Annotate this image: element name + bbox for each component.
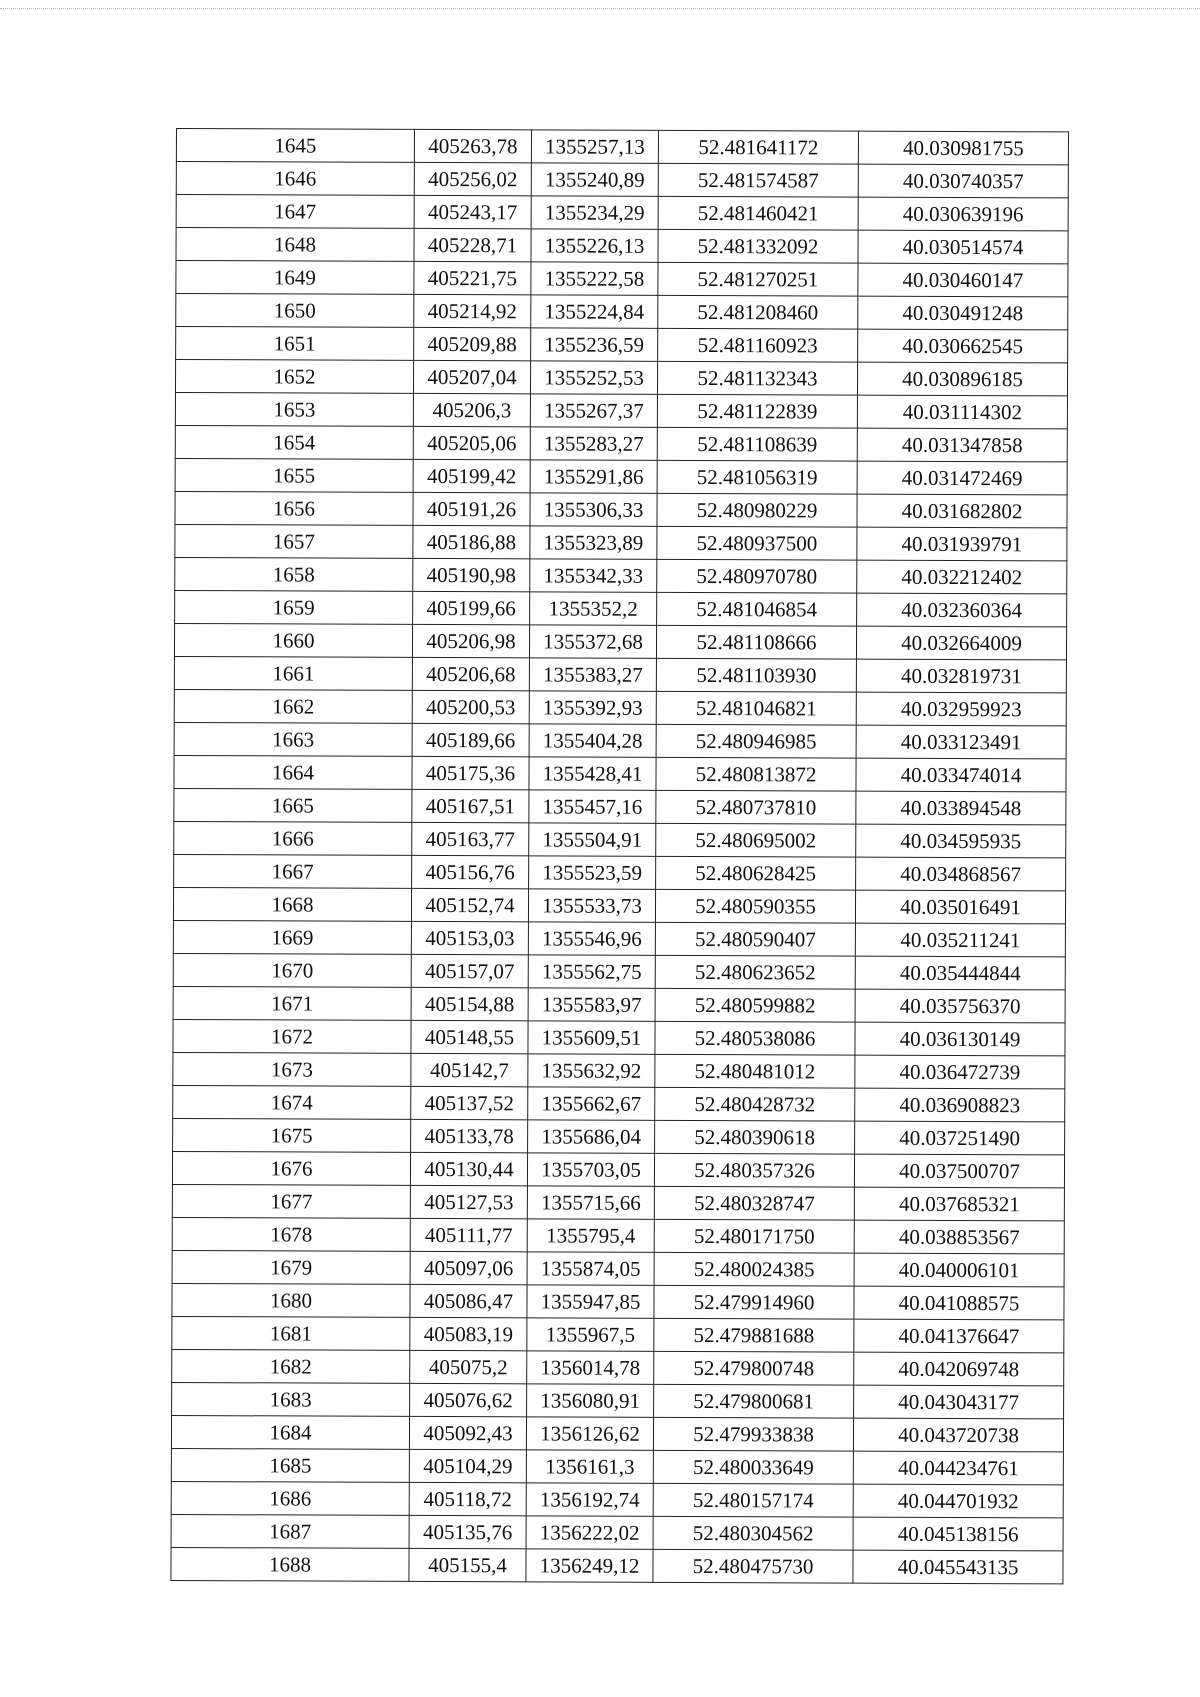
table-row	[176, 261, 1068, 297]
y-coordinate-cell: 1355967,5	[527, 1318, 654, 1351]
table-row	[175, 392, 1067, 428]
longitude-cell: 40.043043177	[854, 1385, 1064, 1419]
table-row	[175, 524, 1067, 560]
longitude-cell: 40.035756370	[855, 989, 1065, 1023]
y-coordinate-cell: 1356222,02	[526, 1516, 653, 1549]
longitude-cell: 40.030460147	[858, 263, 1068, 297]
x-coordinate-cell: 405154,88	[411, 987, 528, 1020]
latitude-cell: 52.481108639	[657, 427, 857, 461]
y-coordinate-cell: 1355523,59	[529, 856, 656, 889]
y-coordinate-cell: 1355372,68	[529, 625, 656, 658]
latitude-cell: 52.480813872	[656, 757, 856, 791]
point-number-cell: 1664	[174, 755, 412, 789]
x-coordinate-cell: 405152,74	[411, 888, 528, 921]
longitude-cell: 40.030514574	[858, 230, 1068, 264]
y-coordinate-cell: 1355383,27	[529, 658, 656, 691]
table-row	[171, 1514, 1063, 1550]
table-row	[174, 821, 1066, 857]
y-coordinate-cell: 1356249,12	[526, 1549, 653, 1582]
x-coordinate-cell: 405175,36	[412, 756, 529, 789]
latitude-cell: 52.480628425	[656, 856, 856, 890]
x-coordinate-cell: 405086,47	[410, 1284, 527, 1317]
x-coordinate-cell: 405148,55	[411, 1020, 528, 1053]
latitude-cell: 52.481460421	[658, 196, 858, 230]
table-row	[175, 557, 1067, 593]
longitude-cell: 40.030740357	[858, 164, 1068, 198]
point-number-cell: 1676	[172, 1151, 410, 1185]
longitude-cell: 40.037685321	[854, 1187, 1064, 1221]
longitude-cell: 40.036908823	[855, 1088, 1065, 1122]
table-row	[176, 195, 1068, 231]
x-coordinate-cell: 405243,17	[414, 195, 531, 228]
x-coordinate-cell: 405206,98	[412, 624, 529, 657]
latitude-cell: 52.480157174	[653, 1483, 853, 1517]
table-row	[176, 162, 1068, 198]
x-coordinate-cell: 405111,77	[410, 1218, 527, 1251]
y-coordinate-cell: 1355533,73	[528, 889, 655, 922]
longitude-cell: 40.036472739	[855, 1055, 1065, 1089]
latitude-cell: 52.481270251	[658, 262, 858, 296]
latitude-cell: 52.481122839	[657, 394, 857, 428]
table-row	[172, 1217, 1064, 1253]
longitude-cell: 40.030662545	[858, 329, 1068, 363]
y-coordinate-cell: 1355428,41	[529, 757, 656, 790]
table-row	[174, 656, 1066, 692]
table-row	[174, 623, 1066, 659]
longitude-cell: 40.038853567	[854, 1220, 1064, 1254]
point-number-cell: 1684	[171, 1415, 409, 1449]
table-row	[176, 129, 1068, 165]
table-row	[173, 1019, 1065, 1055]
longitude-cell: 40.045138156	[853, 1517, 1063, 1551]
point-number-cell: 1666	[174, 821, 412, 855]
y-coordinate-cell: 1356126,62	[526, 1417, 653, 1450]
x-coordinate-cell: 405097,06	[410, 1251, 527, 1284]
x-coordinate-cell: 405256,02	[414, 162, 531, 195]
table-row	[174, 788, 1066, 824]
point-number-cell: 1650	[176, 294, 414, 328]
point-number-cell: 1668	[173, 887, 411, 921]
longitude-cell: 40.031682802	[857, 494, 1067, 528]
latitude-cell: 52.480946985	[656, 724, 856, 758]
x-coordinate-cell: 405075,2	[410, 1350, 527, 1383]
longitude-cell: 40.033474014	[856, 758, 1066, 792]
point-number-cell: 1671	[173, 986, 411, 1020]
latitude-cell: 52.480171750	[654, 1219, 854, 1253]
y-coordinate-cell: 1355240,89	[531, 163, 658, 196]
longitude-cell: 40.035444844	[855, 956, 1065, 990]
longitude-cell: 40.030491248	[858, 296, 1068, 330]
y-coordinate-cell: 1355632,92	[528, 1054, 655, 1087]
x-coordinate-cell: 405209,88	[414, 327, 531, 360]
latitude-cell: 52.481108666	[656, 625, 856, 659]
y-coordinate-cell: 1355546,96	[528, 922, 655, 955]
table-row	[172, 1316, 1064, 1352]
x-coordinate-cell: 405104,29	[409, 1449, 526, 1482]
point-number-cell: 1682	[172, 1349, 410, 1383]
y-coordinate-cell: 1355795,4	[527, 1219, 654, 1252]
coordinates-table-body	[171, 129, 1069, 1584]
longitude-cell: 40.033123491	[856, 725, 1066, 759]
x-coordinate-cell: 405133,78	[411, 1119, 528, 1152]
y-coordinate-cell: 1355267,37	[530, 394, 657, 427]
y-coordinate-cell: 1355236,59	[531, 328, 658, 361]
table-row	[172, 1349, 1064, 1385]
x-coordinate-cell: 405130,44	[410, 1152, 527, 1185]
latitude-cell: 52.481056319	[657, 460, 857, 494]
point-number-cell: 1646	[176, 162, 414, 196]
point-number-cell: 1665	[174, 788, 412, 822]
x-coordinate-cell: 405189,66	[412, 723, 529, 756]
y-coordinate-cell: 1356014,78	[527, 1351, 654, 1384]
longitude-cell: 40.032664009	[856, 626, 1066, 660]
table-row	[176, 228, 1068, 264]
latitude-cell: 52.480970780	[657, 559, 857, 593]
point-number-cell: 1675	[173, 1118, 411, 1152]
latitude-cell: 52.481332092	[658, 229, 858, 263]
y-coordinate-cell: 1355291,86	[530, 460, 657, 493]
point-number-cell: 1655	[175, 458, 413, 492]
table-row	[174, 854, 1066, 890]
table-row	[171, 1481, 1063, 1517]
y-coordinate-cell: 1355392,93	[529, 691, 656, 724]
longitude-cell: 40.036130149	[855, 1022, 1065, 1056]
x-coordinate-cell: 405137,52	[411, 1086, 528, 1119]
point-number-cell: 1672	[173, 1019, 411, 1053]
x-coordinate-cell: 405205,06	[413, 426, 530, 459]
latitude-cell: 52.480304562	[653, 1516, 853, 1550]
y-coordinate-cell: 1355283,27	[530, 427, 657, 460]
y-coordinate-cell: 1355404,28	[529, 724, 656, 757]
latitude-cell: 52.480937500	[657, 526, 857, 560]
longitude-cell: 40.032819731	[856, 659, 1066, 693]
table-row	[175, 491, 1067, 527]
table-row	[175, 590, 1067, 626]
latitude-cell: 52.479881688	[654, 1318, 854, 1352]
longitude-cell: 40.040006101	[854, 1253, 1064, 1287]
point-number-cell: 1673	[173, 1052, 411, 1086]
point-number-cell: 1649	[176, 261, 414, 295]
x-coordinate-cell: 405191,26	[413, 492, 530, 525]
x-coordinate-cell: 405156,76	[412, 855, 529, 888]
point-number-cell: 1670	[173, 953, 411, 987]
coordinates-table	[170, 128, 1069, 1584]
point-number-cell: 1651	[176, 327, 414, 361]
point-number-cell: 1679	[172, 1250, 410, 1284]
table-row	[175, 458, 1067, 494]
latitude-cell: 52.480980229	[657, 493, 857, 527]
table-row	[174, 689, 1066, 725]
table-row	[175, 360, 1067, 396]
x-coordinate-cell: 405190,98	[413, 558, 530, 591]
longitude-cell: 40.044234761	[853, 1451, 1063, 1485]
longitude-cell: 40.044701932	[853, 1484, 1063, 1518]
point-number-cell: 1669	[173, 920, 411, 954]
longitude-cell: 40.037251490	[855, 1121, 1065, 1155]
y-coordinate-cell: 1355457,16	[529, 790, 656, 823]
latitude-cell: 52.480737810	[656, 790, 856, 824]
latitude-cell: 52.480475730	[653, 1549, 853, 1583]
y-coordinate-cell: 1355686,04	[528, 1120, 655, 1153]
longitude-cell: 40.030981755	[858, 131, 1068, 165]
point-number-cell: 1680	[172, 1283, 410, 1317]
latitude-cell: 52.481160923	[658, 328, 858, 362]
point-number-cell: 1654	[175, 425, 413, 459]
y-coordinate-cell: 1355252,53	[530, 361, 657, 394]
longitude-cell: 40.031347858	[857, 428, 1067, 462]
table-row	[174, 722, 1066, 758]
x-coordinate-cell: 405199,42	[413, 459, 530, 492]
y-coordinate-cell: 1355234,29	[531, 196, 658, 229]
longitude-cell: 40.041376647	[854, 1319, 1064, 1353]
point-number-cell: 1659	[175, 590, 413, 624]
x-coordinate-cell: 405206,3	[413, 393, 530, 426]
longitude-cell: 40.041088575	[854, 1286, 1064, 1320]
latitude-cell: 52.479914960	[654, 1285, 854, 1319]
latitude-cell: 52.480623652	[655, 955, 855, 989]
longitude-cell: 40.030639196	[858, 197, 1068, 231]
y-coordinate-cell: 1355947,85	[527, 1285, 654, 1318]
x-coordinate-cell: 405199,66	[413, 591, 530, 624]
y-coordinate-cell: 1355224,84	[531, 295, 658, 328]
point-number-cell: 1677	[172, 1184, 410, 1218]
table-row	[173, 986, 1065, 1022]
x-coordinate-cell: 405221,75	[414, 261, 531, 294]
point-number-cell: 1658	[175, 557, 413, 591]
point-number-cell: 1685	[171, 1448, 409, 1482]
x-coordinate-cell: 405167,51	[412, 789, 529, 822]
y-coordinate-cell: 1355306,33	[530, 493, 657, 526]
y-coordinate-cell: 1355352,2	[530, 592, 657, 625]
latitude-cell: 52.480024385	[654, 1252, 854, 1286]
point-number-cell: 1663	[174, 722, 412, 756]
latitude-cell: 52.480357326	[654, 1153, 854, 1187]
point-number-cell: 1687	[171, 1514, 409, 1548]
x-coordinate-cell: 405142,7	[411, 1053, 528, 1086]
x-coordinate-cell: 405135,76	[409, 1515, 526, 1548]
table-row	[176, 294, 1068, 330]
x-coordinate-cell: 405127,53	[410, 1185, 527, 1218]
longitude-cell: 40.032212402	[857, 560, 1067, 594]
table-row	[171, 1547, 1063, 1583]
point-number-cell: 1683	[172, 1382, 410, 1416]
table-row	[173, 1085, 1065, 1121]
latitude-cell: 52.480428732	[655, 1087, 855, 1121]
latitude-cell: 52.479933838	[653, 1417, 853, 1451]
longitude-cell: 40.033894548	[856, 791, 1066, 825]
longitude-cell: 40.034868567	[856, 857, 1066, 891]
y-coordinate-cell: 1355257,13	[531, 130, 658, 163]
table-row	[173, 953, 1065, 989]
latitude-cell: 52.480695002	[656, 823, 856, 857]
longitude-cell: 40.031114302	[857, 395, 1067, 429]
y-coordinate-cell: 1355323,89	[530, 526, 657, 559]
table-row	[171, 1415, 1063, 1451]
y-coordinate-cell: 1355342,33	[530, 559, 657, 592]
table-row	[175, 425, 1067, 461]
x-coordinate-cell: 405207,04	[413, 360, 530, 393]
y-coordinate-cell: 1355562,75	[528, 955, 655, 988]
latitude-cell: 52.480599882	[655, 988, 855, 1022]
latitude-cell: 52.480481012	[655, 1054, 855, 1088]
y-coordinate-cell: 1356080,91	[527, 1384, 654, 1417]
latitude-cell: 52.480390618	[655, 1120, 855, 1154]
table-row	[173, 1118, 1065, 1154]
x-coordinate-cell: 405228,71	[414, 228, 531, 261]
y-coordinate-cell: 1355609,51	[528, 1021, 655, 1054]
point-number-cell: 1662	[174, 689, 412, 723]
longitude-cell: 40.042069748	[854, 1352, 1064, 1386]
point-number-cell: 1660	[174, 623, 412, 657]
point-number-cell: 1648	[176, 228, 414, 262]
longitude-cell: 40.030896185	[857, 362, 1067, 396]
x-coordinate-cell: 405118,72	[409, 1482, 526, 1515]
x-coordinate-cell: 405153,03	[411, 921, 528, 954]
longitude-cell: 40.043720738	[853, 1418, 1063, 1452]
longitude-cell: 40.032959923	[856, 692, 1066, 726]
point-number-cell: 1656	[175, 491, 413, 525]
latitude-cell: 52.480033649	[653, 1450, 853, 1484]
x-coordinate-cell: 405092,43	[409, 1416, 526, 1449]
x-coordinate-cell: 405155,4	[409, 1548, 526, 1581]
y-coordinate-cell: 1355226,13	[531, 229, 658, 262]
latitude-cell: 52.480590407	[655, 922, 855, 956]
x-coordinate-cell: 405263,78	[414, 129, 531, 162]
scan-edge-line	[0, 8, 1200, 9]
y-coordinate-cell: 1355874,05	[527, 1252, 654, 1285]
table-row	[172, 1382, 1064, 1418]
latitude-cell: 52.481132343	[657, 361, 857, 395]
longitude-cell: 40.032360364	[857, 593, 1067, 627]
table-row	[171, 1448, 1063, 1484]
longitude-cell: 40.031472469	[857, 461, 1067, 495]
x-coordinate-cell: 405157,07	[411, 954, 528, 987]
latitude-cell: 52.480328747	[654, 1186, 854, 1220]
latitude-cell: 52.481046854	[657, 592, 857, 626]
table-row	[172, 1184, 1064, 1220]
latitude-cell: 52.480538086	[655, 1021, 855, 1055]
y-coordinate-cell: 1355715,66	[527, 1186, 654, 1219]
latitude-cell: 52.481641172	[658, 130, 858, 164]
point-number-cell: 1681	[172, 1316, 410, 1350]
y-coordinate-cell: 1355662,67	[528, 1087, 655, 1120]
point-number-cell: 1652	[175, 360, 413, 394]
x-coordinate-cell: 405206,68	[412, 657, 529, 690]
table-row	[173, 920, 1065, 956]
latitude-cell: 52.479800681	[654, 1384, 854, 1418]
longitude-cell: 40.037500707	[854, 1154, 1064, 1188]
y-coordinate-cell: 1355222,58	[531, 262, 658, 295]
x-coordinate-cell: 405083,19	[410, 1317, 527, 1350]
x-coordinate-cell: 405163,77	[412, 822, 529, 855]
latitude-cell: 52.481046821	[656, 691, 856, 725]
point-number-cell: 1647	[176, 195, 414, 229]
x-coordinate-cell: 405214,92	[414, 294, 531, 327]
x-coordinate-cell: 405076,62	[410, 1383, 527, 1416]
point-number-cell: 1661	[174, 656, 412, 690]
longitude-cell: 40.035211241	[855, 923, 1065, 957]
table-row	[172, 1151, 1064, 1187]
point-number-cell: 1667	[174, 854, 412, 888]
latitude-cell: 52.479800748	[654, 1351, 854, 1385]
table-row	[173, 1052, 1065, 1088]
point-number-cell: 1653	[175, 392, 413, 426]
latitude-cell: 52.481103930	[656, 658, 856, 692]
x-coordinate-cell: 405186,88	[413, 525, 530, 558]
longitude-cell: 40.045543135	[853, 1550, 1063, 1584]
longitude-cell: 40.035016491	[855, 890, 1065, 924]
table-row	[173, 887, 1065, 923]
latitude-cell: 52.480590355	[655, 889, 855, 923]
point-number-cell: 1678	[172, 1217, 410, 1251]
longitude-cell: 40.031939791	[857, 527, 1067, 561]
point-number-cell: 1686	[171, 1481, 409, 1515]
y-coordinate-cell: 1355504,91	[529, 823, 656, 856]
table-row	[172, 1283, 1064, 1319]
table-row	[176, 327, 1068, 363]
point-number-cell: 1688	[171, 1547, 409, 1581]
table-row	[174, 755, 1066, 791]
y-coordinate-cell: 1355703,05	[527, 1153, 654, 1186]
latitude-cell: 52.481208460	[658, 295, 858, 329]
y-coordinate-cell: 1355583,97	[528, 988, 655, 1021]
table-row	[172, 1250, 1064, 1286]
latitude-cell: 52.481574587	[658, 163, 858, 197]
point-number-cell: 1674	[173, 1085, 411, 1119]
y-coordinate-cell: 1356192,74	[526, 1483, 653, 1516]
x-coordinate-cell: 405200,53	[412, 690, 529, 723]
point-number-cell: 1645	[176, 129, 414, 163]
longitude-cell: 40.034595935	[856, 824, 1066, 858]
point-number-cell: 1657	[175, 524, 413, 558]
y-coordinate-cell: 1356161,3	[526, 1450, 653, 1483]
